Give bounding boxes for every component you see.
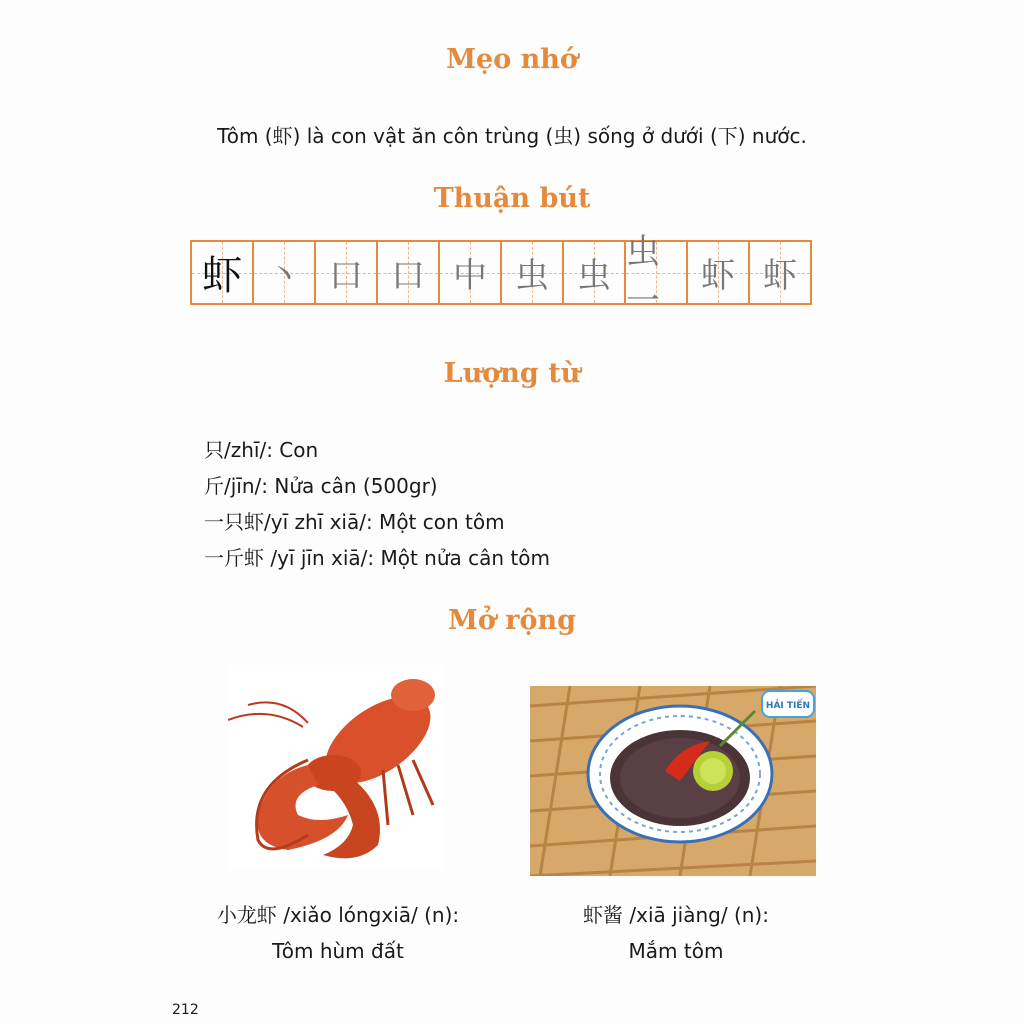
list-item: 一斤虾 /yī jīn xiā/: Một nửa cân tôm <box>204 546 550 570</box>
stroke-order-grid <box>190 231 812 321</box>
measure-word-list <box>204 432 550 576</box>
page-number: 212 <box>172 1002 199 1018</box>
list-item: 一只虾/yī zhī xiā/: Một con tôm <box>204 510 505 534</box>
stroke-cell: 丶 <box>252 242 314 303</box>
stroke-cell: 口 <box>314 242 376 303</box>
stroke-cell: 虾 <box>192 242 252 303</box>
stroke-cell: 虾 <box>748 242 810 303</box>
stroke-cell: 虫一 <box>624 242 686 303</box>
stroke-cell: 口 <box>376 242 438 303</box>
svg-text:HẢI TIẾN: HẢI TIẾN <box>765 701 811 711</box>
list-item: 只/zhī/: Con <box>204 438 319 462</box>
shrimp-paste-image <box>530 686 816 876</box>
lobster-caption: 小龙虾 /xiǎo lóngxiā/ (n): Tôm hùm đất <box>216 903 460 963</box>
heading-tip: Mẹo nhớ <box>446 44 578 75</box>
stroke-cell: 中 <box>438 242 500 303</box>
stroke-cell: 虫 <box>500 242 562 303</box>
heading-stroke-order: Thuận bút <box>433 183 591 214</box>
heading-expand: Mở rộng <box>447 605 577 636</box>
heading-measure-words: Lượng từ <box>443 358 581 389</box>
tip-text: Tôm (虾) là con vật ăn côn trùng (虫) sống ở dưới (下) nước. <box>217 124 807 148</box>
list-item: 斤/jīn/: Nửa cân (500gr) <box>204 474 438 498</box>
stroke-cell: 虫 <box>562 242 624 303</box>
lobster-image <box>228 665 443 870</box>
stroke-cell: 虾 <box>686 242 748 303</box>
shrimp-paste-caption: 虾酱 /xiā jiàng/ (n): Mắm tôm <box>583 903 769 963</box>
